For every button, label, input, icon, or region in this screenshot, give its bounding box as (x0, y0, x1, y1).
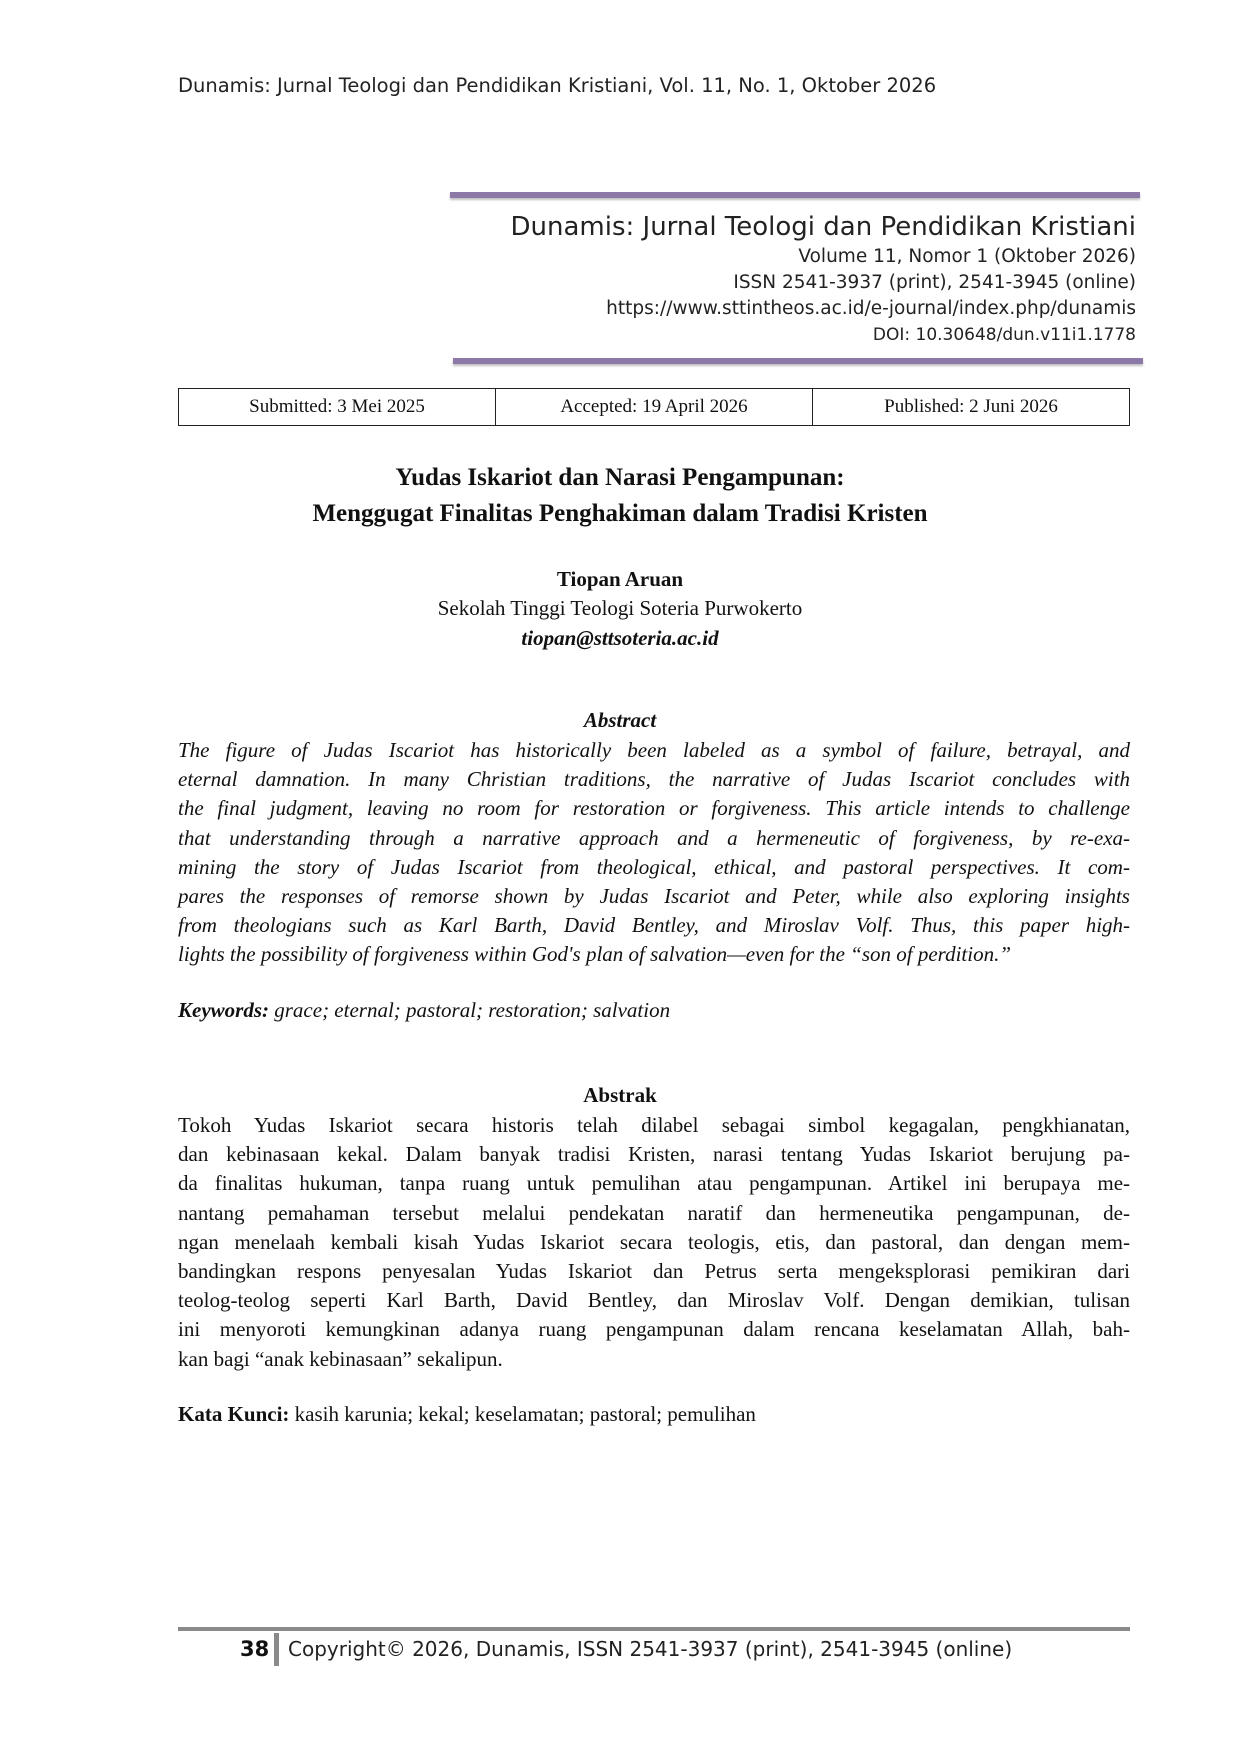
abstrak-line: dan kebinasaan kekal. Dalam banyak tradisi Kristen, narasi tentang Yudas Iskariot berujung pa- (178, 1142, 1130, 1167)
abstrak-line: ini menyoroti kemungkinan adanya ruang pengampunan dalam rencana keselamatan Allah, bah- (178, 1317, 1130, 1342)
header-rule-top (450, 192, 1140, 198)
title-line: Menggugat Finalitas Penghakiman dalam Tradisi Kristen (312, 500, 928, 527)
abstract-text (178, 736, 1130, 970)
keywords-label: Keywords: (178, 998, 269, 1022)
author-name: Tiopan Aruan (556, 567, 684, 591)
abstrak-text (178, 1111, 1130, 1374)
journal-info (511, 210, 1137, 348)
kata-kunci-label: Kata Kunci: (178, 1402, 290, 1426)
abstrak-line: kan bagi “anak kebinasaan” sekalipun. (178, 1346, 503, 1371)
accepted-date: Accepted: 19 April 2026 (496, 389, 813, 426)
abstrak-line: da finalitas hukuman, tanpa ruang untuk pemulihan atau pengampunan. Artikel ini berupaya me- (178, 1171, 1131, 1196)
dates-row (179, 389, 1130, 426)
journal-volume: Volume 11, Nomor 1 (Oktober 2026) (798, 246, 1136, 267)
abstrak-line: nantang pemahaman tersebut melalui pendekatan naratif dan hermeneutika pengampunan, de- (178, 1200, 1130, 1225)
abstract-line: from theologians such as Karl Barth, David Bentley, and Miroslav Volf. Thus, this paper high- (178, 913, 1131, 938)
abstract-line: The figure of Judas Iscariot has historically been labeled as a symbol of failure, betrayal, and (178, 738, 1130, 762)
author-info (0, 565, 1240, 653)
keywords (178, 998, 670, 1023)
abstrak-line: teolog-teolog seperti Karl Barth, David Bentley, dan Miroslav Volf. Dengan demikian, tulisan (178, 1288, 1130, 1313)
page-number: 38 (240, 1637, 270, 1661)
keywords-value: grace; eternal; pastoral; restoration; salvation (274, 998, 671, 1022)
article-title (0, 460, 1240, 532)
footer-separator (274, 1633, 279, 1666)
kata-kunci-value: kasih karunia; kekal; keselamatan; pastoral; pemulihan (294, 1402, 756, 1426)
abstrak-heading: Abstrak (583, 1083, 657, 1107)
submitted-date: Submitted: 3 Mei 2025 (179, 389, 496, 426)
kata-kunci (178, 1402, 756, 1427)
journal-issn: ISSN 2541-3937 (print), 2541-3945 (online) (733, 272, 1136, 293)
abstract-line: pares the responses of remorse shown by Judas Iscariot and Peter, while also exploring insights (178, 884, 1130, 909)
journal-doi[interactable]: DOI: 10.30648/dun.v11i1.1778 (872, 325, 1136, 345)
abstrak-line: ngan menelaah kembali kisah Yudas Iskariot secara teologis, etis, dan pastoral, dan dengan mem- (178, 1229, 1130, 1254)
journal-url[interactable]: https://www.sttintheos.ac.id/e-journal/index.php/dunamis (606, 298, 1136, 319)
author-email[interactable]: tiopan@sttsoteria.ac.id (521, 626, 719, 650)
abstract-line: the final judgment, leaving no room for restoration or forgiveness. This article intends to challenge (178, 796, 1130, 821)
abstract-heading: Abstract (583, 708, 657, 732)
abstract-line: lights the possibility of forgiveness within God's plan of salvation—even for the “son of perdition.” (178, 942, 1012, 967)
author-affiliation: Sekolah Tinggi Teologi Soteria Purwokerto (437, 596, 803, 620)
abstract-line: that understanding through a narrative approach and a hermeneutic of forgiveness, by re-exa- (178, 825, 1131, 850)
footer-copyright: Copyright© 2026, Dunamis, ISSN 2541-3937 (print), 2541-3945 (online) (288, 1637, 1013, 1661)
abstrak-line: bandingkan respons penyesalan Yudas Iskariot dan Petrus serta mengeksplorasi pemikiran dari (178, 1259, 1130, 1284)
header-rule-bottom (453, 358, 1143, 364)
published-date: Published: 2 Juni 2026 (813, 389, 1130, 426)
abstract-line: eternal damnation. In many Christian traditions, the narrative of Judas Iscariot concludes with (178, 767, 1131, 792)
running-header: Dunamis: Jurnal Teologi dan Pendidikan Kristiani, Vol. 11, No. 1, Oktober 2026 (178, 74, 937, 97)
journal-title: Dunamis: Jurnal Teologi dan Pendidikan Kristiani (510, 212, 1136, 242)
dates-table (178, 388, 1130, 426)
title-line: Yudas Iskariot dan Narasi Pengampunan: (395, 464, 845, 491)
abstract-line: mining the story of Judas Iscariot from theological, ethical, and pastoral perspectives. It com- (178, 854, 1130, 879)
abstrak-line: Tokoh Yudas Iskariot secara historis telah dilabel sebagai simbol kegagalan, pengkhianatan, (178, 1113, 1131, 1137)
footer-rule (178, 1627, 1130, 1631)
